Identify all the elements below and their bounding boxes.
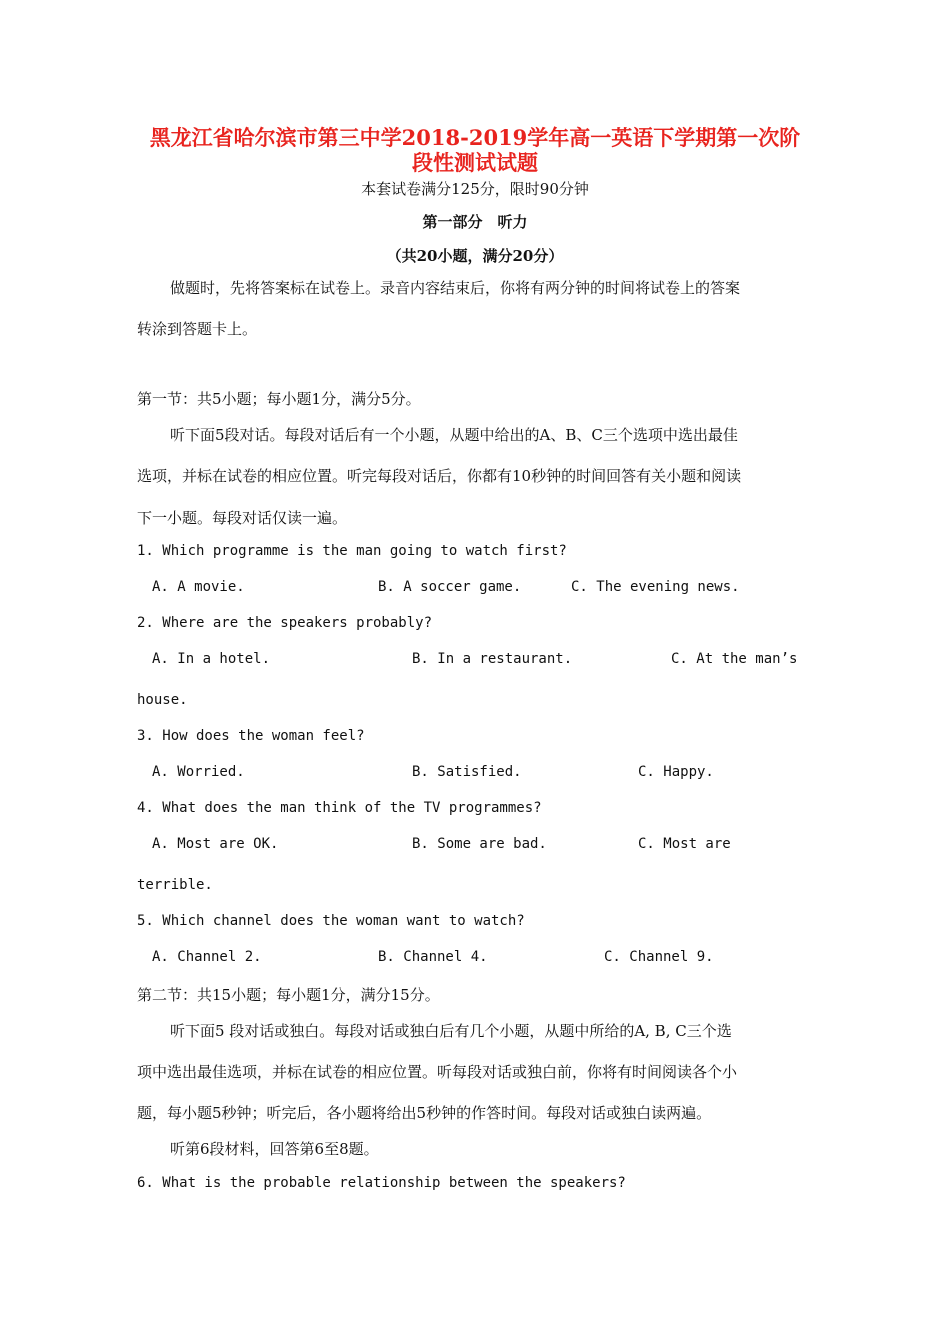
q2-option-a: A. In a hotel.	[152, 651, 271, 667]
section1-instruction-3: 下一小题。每段对话仅读一遍。	[137, 509, 348, 527]
section2-instruction-1: 听下面5 段对话或独白。每段对话或独白后有几个小题，从题中所给的A, B, C三个选	[170, 1022, 732, 1040]
question-3: 3. How does the woman feel?	[137, 728, 365, 744]
section2-instruction-2: 项中选出最佳选项，并标在试卷的相应位置。听每段对话或独白前，你将有时间阅读各个小	[137, 1063, 738, 1081]
exam-title-line1: 黑龙江省哈尔滨市第三中学2018-2019学年高一英语下学期第一次阶	[149, 125, 801, 150]
q4-option-a: A. Most are OK.	[152, 836, 279, 852]
q4-option-c: C. Most are	[638, 836, 731, 852]
q5-option-c: C. Channel 9.	[604, 949, 714, 965]
exam-info: 本套试卷满分125分，限时90分钟	[361, 180, 589, 198]
q5-option-a: A. Channel 2.	[152, 949, 262, 965]
q4-option-c-continued: terrible.	[137, 877, 213, 893]
part-heading: 第一部分 听力	[422, 213, 528, 231]
q2-option-c-continued: house.	[137, 692, 188, 708]
section2-heading: 第二节：共15小题；每小题1分，满分15分。	[137, 986, 440, 1004]
question-5: 5. Which channel does the woman want to watch?	[137, 913, 525, 929]
question-4: 4. What does the man think of the TV programmes?	[137, 800, 542, 816]
q2-option-c: C. At the man’s	[671, 651, 798, 667]
q4-option-b: B. Some are bad.	[412, 836, 547, 852]
q2-option-b: B. In a restaurant.	[412, 651, 573, 667]
q3-option-b: B. Satisfied.	[412, 764, 522, 780]
q3-option-a: A. Worried.	[152, 764, 245, 780]
section2-instruction-3: 题，每小题5秒钟；听完后，各小题将给出5秒钟的作答时间。每段对话或独白读两遍。	[137, 1104, 712, 1122]
q5-option-b: B. Channel 4.	[378, 949, 488, 965]
section1-heading: 第一节：共5小题；每小题1分，满分5分。	[137, 390, 421, 408]
section1-instruction-1: 听下面5段对话。每段对话后有一个小题，从题中给出的A、B、C三个选项中选出最佳	[170, 426, 738, 444]
q1-option-b: B. A soccer game.	[378, 579, 522, 595]
q1-option-c: C. The evening news.	[571, 579, 740, 595]
material-6-note: 听第6段材料，回答第6至8题。	[170, 1140, 379, 1158]
question-1: 1. Which programme is the man going to watch first?	[137, 543, 567, 559]
exam-title-line2: 段性测试试题	[412, 150, 538, 175]
intro-line-2: 转涂到答题卡上。	[137, 320, 258, 338]
question-2: 2. Where are the speakers probably?	[137, 615, 433, 631]
intro-line-1: 做题时，先将答案标在试卷上。录音内容结束后，你将有两分钟的时间将试卷上的答案	[170, 279, 741, 297]
part-subheading: （共20小题，满分20分）	[386, 247, 564, 265]
question-6: 6. What is the probable relationship between the speakers?	[137, 1175, 626, 1191]
section1-instruction-2: 选项，并标在试卷的相应位置。听完每段对话后，你都有10秒钟的时间回答有关小题和阅读	[137, 467, 742, 485]
q1-option-a: A. A movie.	[152, 579, 245, 595]
q3-option-c: C. Happy.	[638, 764, 714, 780]
